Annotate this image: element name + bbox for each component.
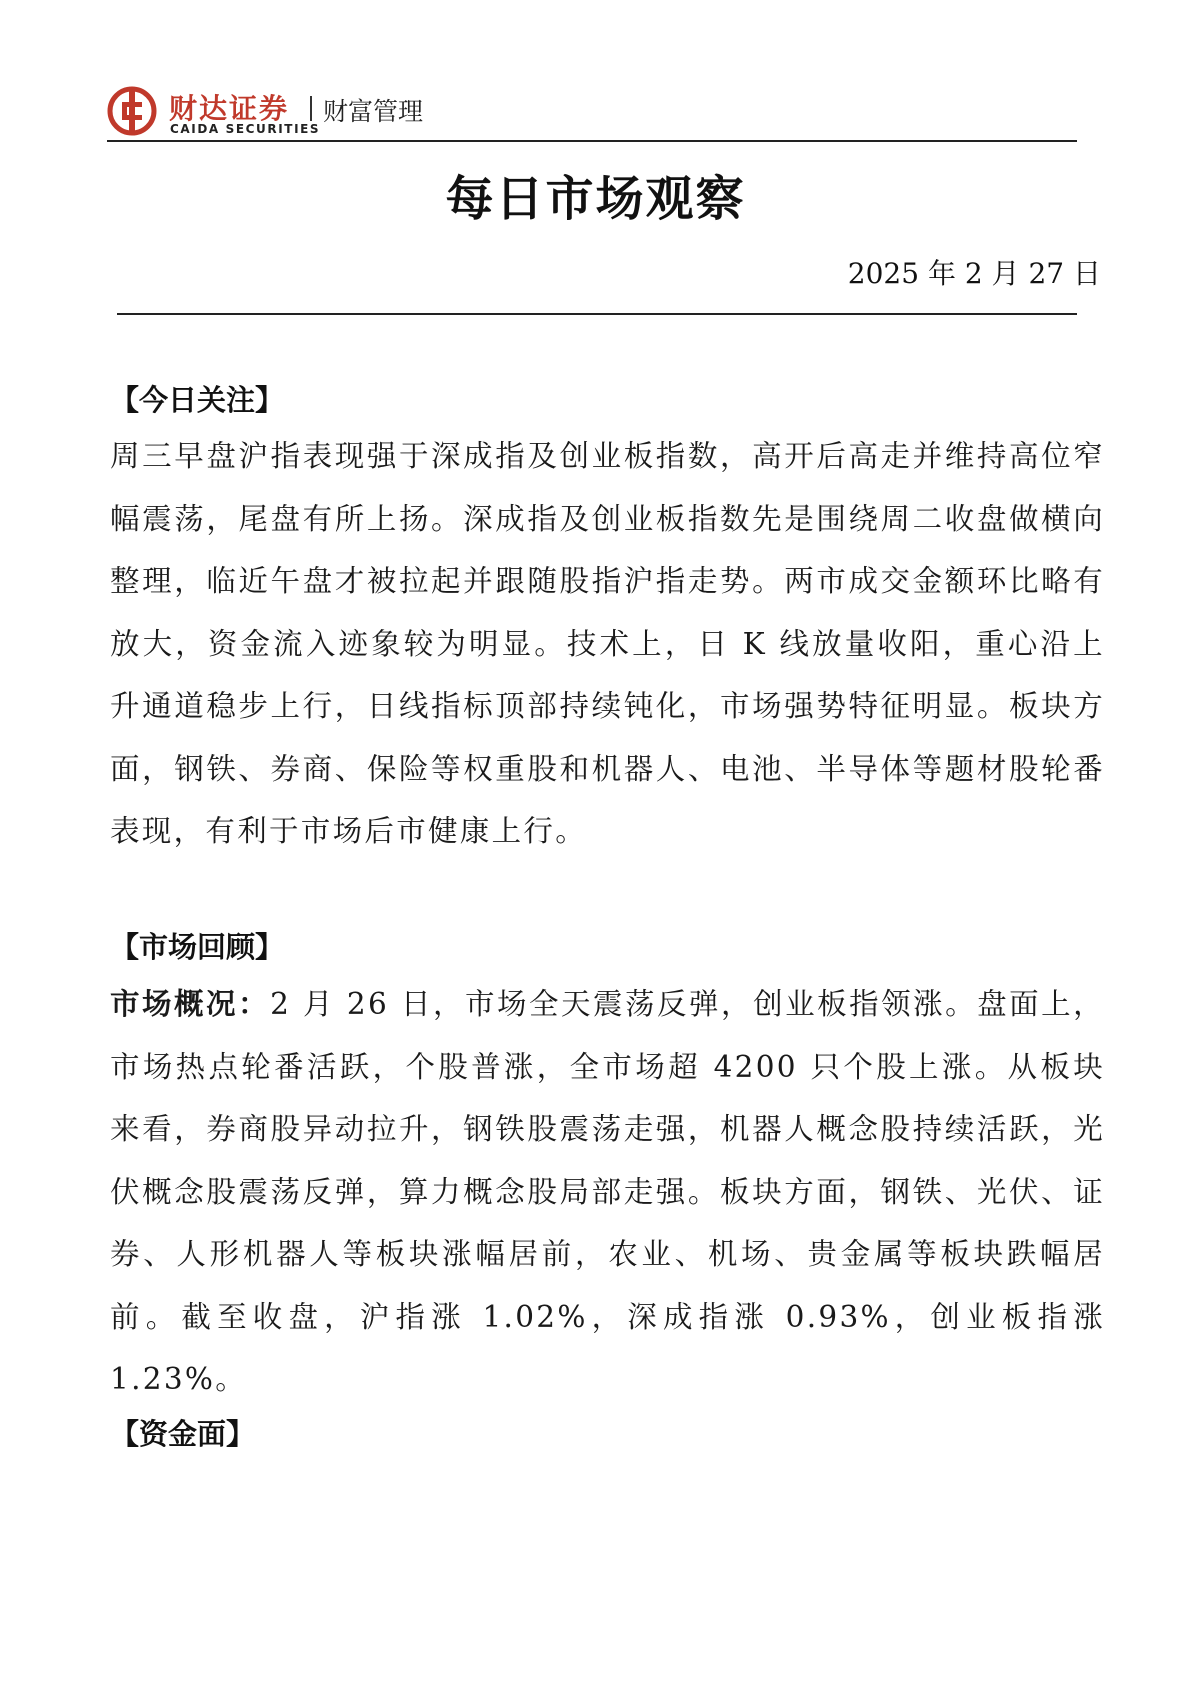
page-header [107, 84, 1087, 142]
header-divider [310, 96, 312, 121]
market-overview-text: 2 月 26 日，市场全天震荡反弹，创业板指领涨。盘面上，市场热点轮番活跃，个股普涨，全市场超 4200 只个股上涨。从板块来看，券商股异动拉升，钢铁股震荡走强，机器人概念股持续活跃，光伏概念股震荡反弹，算力概念股局部走强。板块方面，钢铁、光伏、证券、人形机器人等板块涨幅居前，农业、机场、贵金属等板块跌幅居前。截至收盘，沪指涨 1.02%，深成指涨 0.93%，创业板指涨 1.23%。 [110, 987, 1105, 1396]
brand-name-cn: 财达证券 [169, 92, 290, 125]
division-name: 财富管理 [323, 97, 424, 126]
document-date: 2025 年 2 月 27 日 [847, 257, 1101, 290]
caida-logo-icon [107, 86, 157, 136]
brand-name-en: CAIDA SECURITIES [170, 122, 321, 136]
document-title: 每日市场观察 [445, 171, 746, 227]
section-heading-market-review: 【市场回顾】 [110, 930, 285, 964]
section-heading-funds: 【资金面】 [110, 1417, 256, 1451]
market-overview-label: 市场概况： [110, 987, 271, 1021]
section-body-market-review [110, 973, 1105, 1411]
section-body-today-focus: 周三早盘沪指表现强于深成指及创业板指数，高开后高走并维持高位窄幅震荡，尾盘有所上扬。深成指及创业板指数先是围绕周二收盘做横向整理，临近午盘才被拉起并跟随股指沪指走势。两市成交金额环比略有放大，资金流入迹象较为明显。技术上，日 K 线放量收阳，重心沿上升通道稳步上行，日线指标顶部持续钝化，市场强势特征明显。板块方面，钢铁、券商、保险等权重股和机器人、电池、半导体等题材股轮番表现，有利于市场后市健康上行。 [110, 439, 1105, 848]
header-rule [107, 140, 1077, 142]
title-rule [117, 313, 1077, 315]
section-heading-today-focus: 【今日关注】 [110, 383, 285, 417]
